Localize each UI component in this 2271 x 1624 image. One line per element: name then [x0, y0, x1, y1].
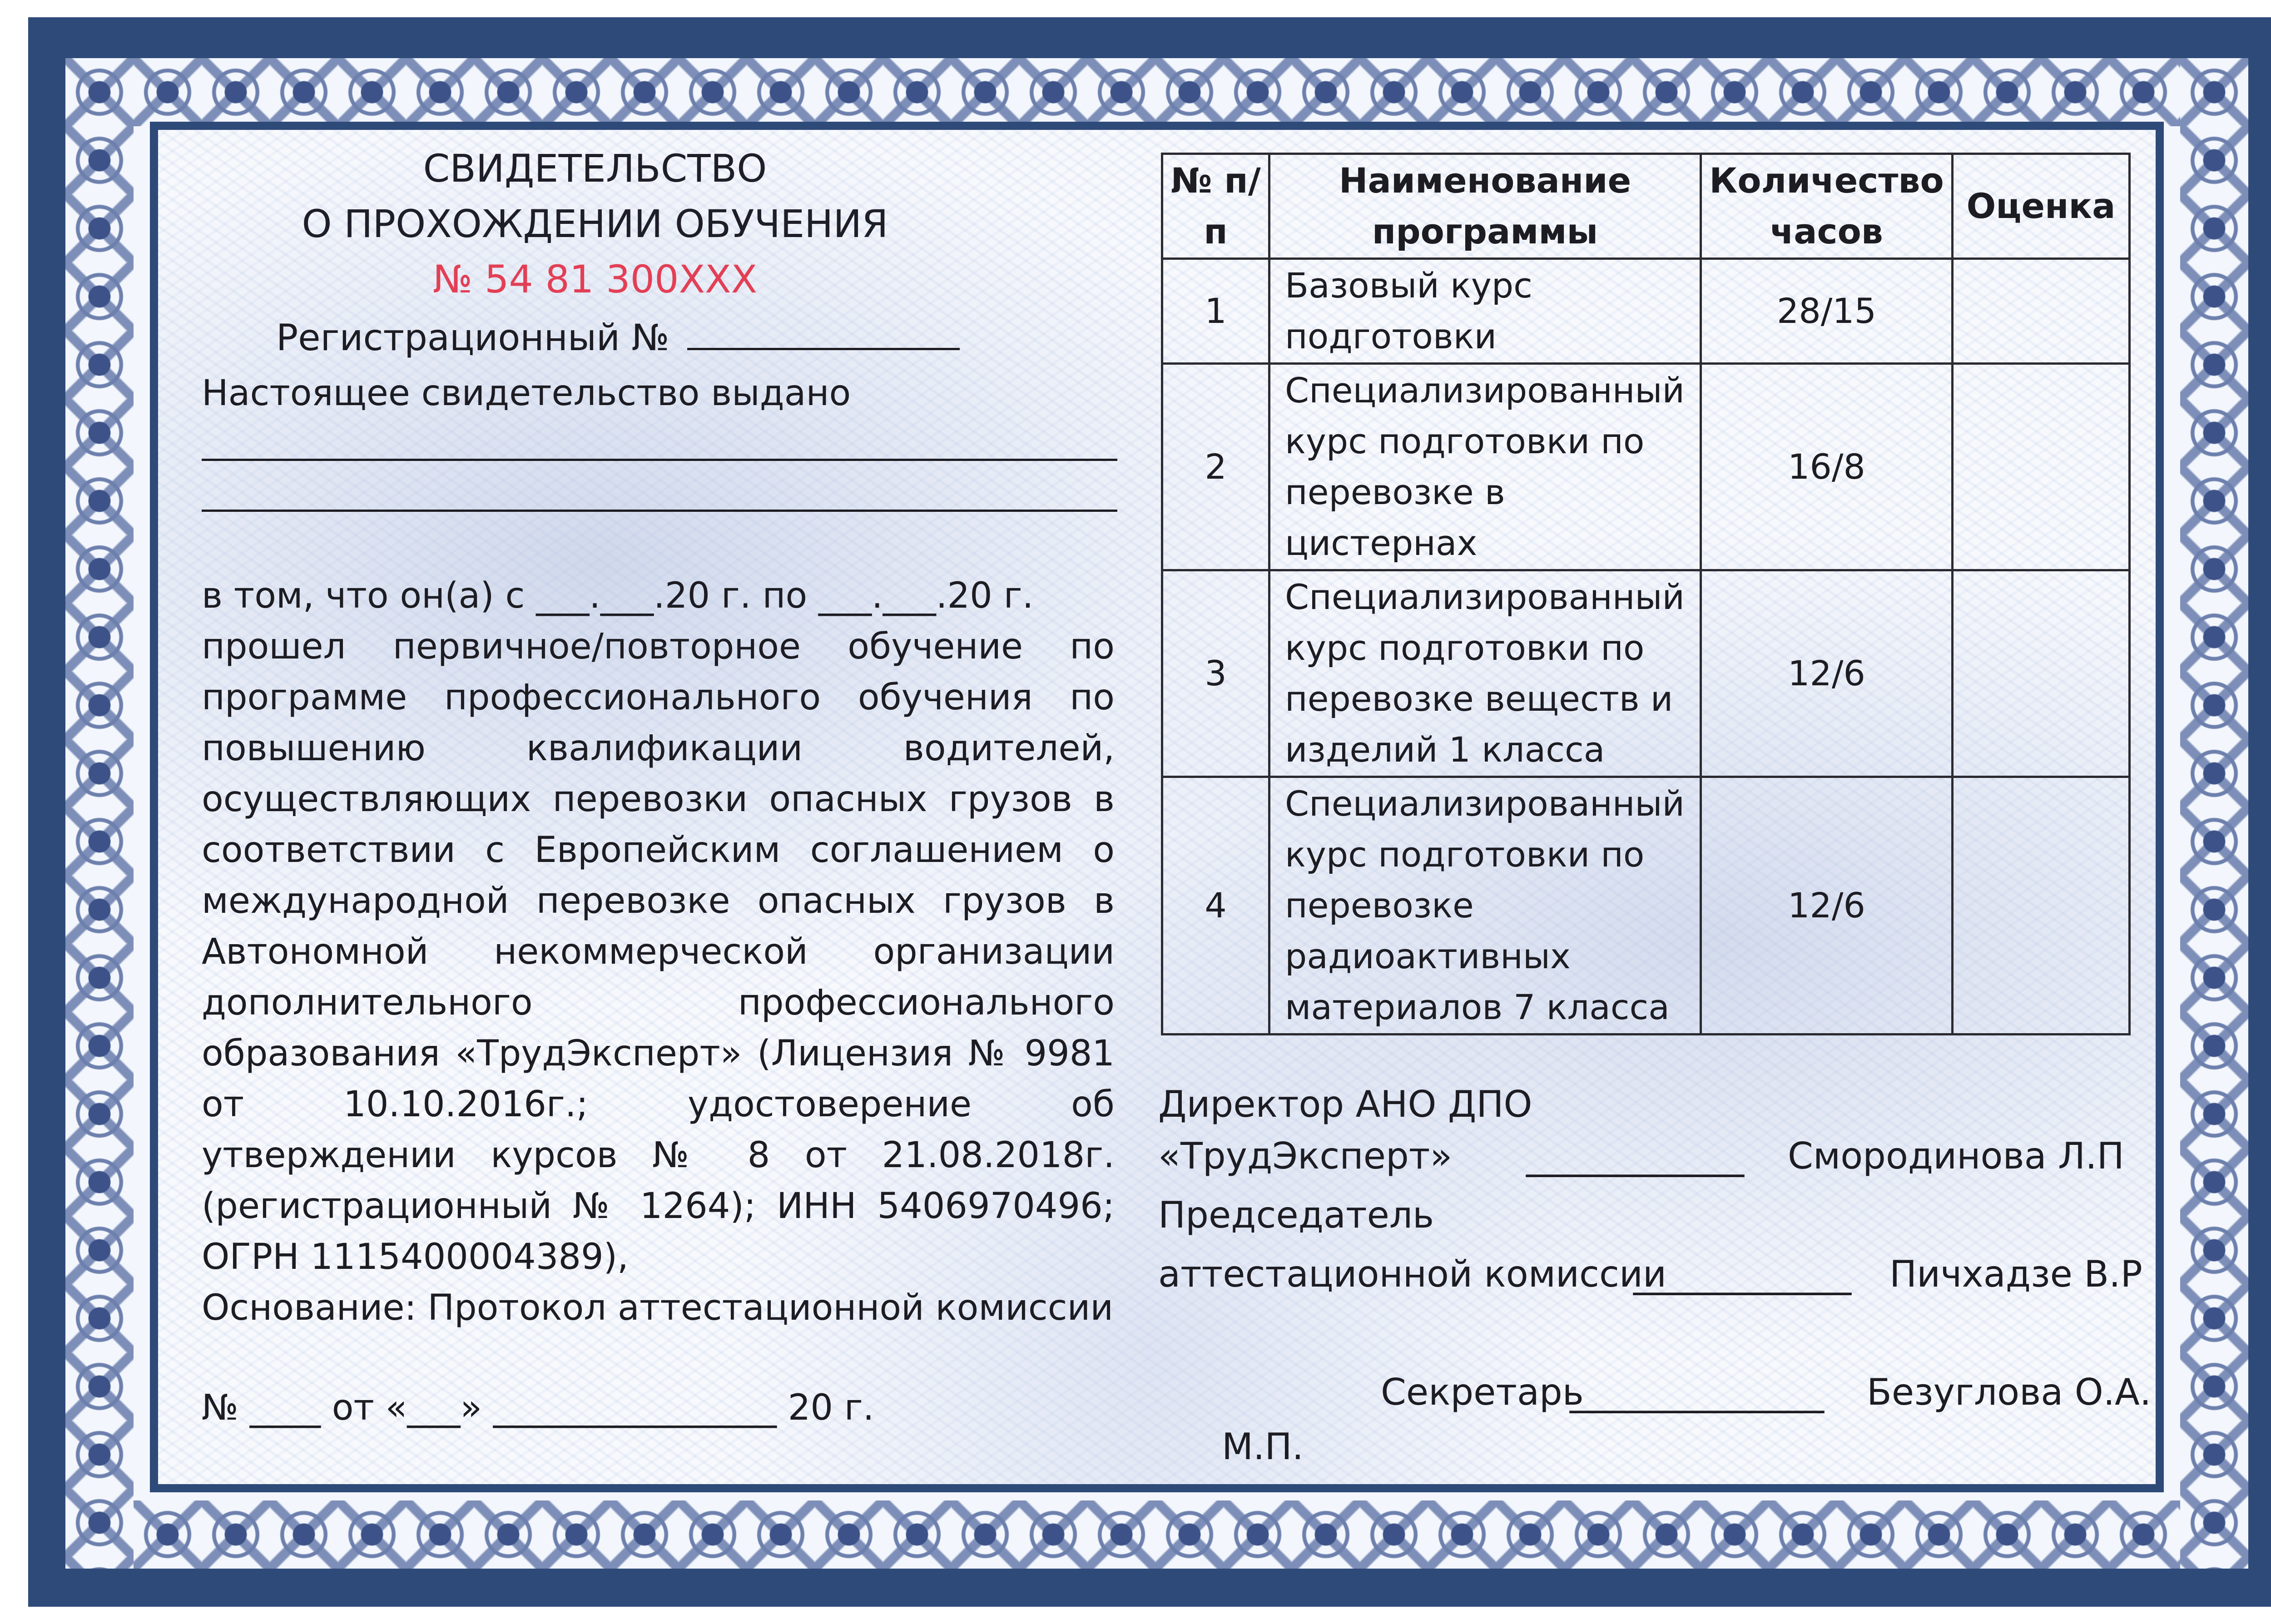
header-number: № п/п — [1162, 154, 1269, 259]
secretary-name: Безуглова О.А. — [1867, 1371, 2152, 1413]
recipient-name-line-2 — [202, 510, 1117, 512]
row-hours: 28/15 — [1701, 259, 1953, 364]
header-hours: Количество часов — [1701, 154, 1953, 259]
ornament-border-top — [65, 58, 2248, 126]
recipient-name-line-1 — [202, 459, 1117, 461]
row-program-name: Специализированный курс подготовки по перевозке в цистернах — [1269, 364, 1701, 570]
certificate-number: № 54 81 300ХХХ — [432, 257, 758, 302]
ornament-border-right — [2180, 58, 2248, 1569]
row-hours: 12/6 — [1701, 570, 1953, 777]
row-grade — [1953, 570, 2130, 777]
issued-label: Настоящее свидетельство выдано — [202, 373, 851, 414]
table-row — [1162, 364, 2130, 570]
row-hours: 12/6 — [1701, 777, 1953, 1035]
table-row — [1162, 777, 2130, 1035]
chair-title-line2: аттестационной комиссии — [1158, 1253, 1666, 1295]
director-name: Смородинова Л.П — [1788, 1135, 2124, 1177]
row-grade — [1953, 364, 2130, 570]
header-grade: Оценка — [1953, 154, 2130, 259]
protocol-line: № ____ от «___» ________________ 20 г. — [202, 1387, 874, 1428]
certificate-body-text: прошел первичное/повторное обучение по программе профессионального обучения по повышению квалификации водителей, осуществляющих перевозки опасных грузов в соответствии с Европейским соглашением о международной перевозке опасных грузов в Автономной некоммерческой организации дополнительного профессионального образования «ТрудЭксперт» (Лицензия № 9981 от 10.10.2016г.; удостоверение об утверждении курсов № 8 от 21.08.2018г. (регистрационный № 1264); ИНН 5406970496; ОГРН 1115400004389), — [202, 626, 1115, 1277]
row-program-name: Специализированный курс подготовки по перевозке веществ и изделий 1 класса — [1269, 570, 1701, 777]
certificate-title-line1: СВИДЕТЕЛЬСТВО — [423, 146, 767, 191]
table-row — [1162, 570, 2130, 777]
chair-name: Пичхадзе В.Р — [1889, 1253, 2142, 1295]
period-text: в том, что он(а) с ___.___.20 г. по ___.___.20 г. — [202, 575, 1034, 616]
program-table-header — [1162, 154, 2130, 259]
director-signature-line: ____________ — [1526, 1135, 1744, 1177]
chair-title-line1: Председатель — [1158, 1194, 1434, 1236]
row-hours: 16/8 — [1701, 364, 1953, 570]
certificate-title-line2: О ПРОХОЖДЕНИИ ОБУЧЕНИЯ — [302, 202, 888, 246]
registration-row — [276, 312, 960, 363]
row-program-name: Базовый курс подготовки — [1269, 259, 1701, 364]
row-number: 4 — [1162, 777, 1269, 1035]
table-row — [1162, 259, 2130, 364]
row-grade — [1953, 777, 2130, 1035]
stamp-place: М.П. — [1222, 1426, 1304, 1468]
secretary-title: Секретарь — [1381, 1371, 1584, 1413]
row-grade — [1953, 259, 2130, 364]
chair-signature-line: ____________ — [1633, 1253, 1851, 1295]
ornament-border-bottom — [65, 1500, 2248, 1569]
registration-number-field — [687, 320, 960, 350]
row-number: 3 — [1162, 570, 1269, 777]
secretary-signature-line: ______________ — [1570, 1371, 1824, 1413]
director-title-line1: Директор АНО ДПО — [1158, 1083, 1532, 1125]
row-program-name: Специализированный курс подготовки по перевозке радиоактивных материалов 7 класса — [1269, 777, 1701, 1035]
registration-label: Регистрационный № — [276, 317, 669, 359]
row-number: 1 — [1162, 259, 1269, 364]
header-program-name: Наименование программы — [1269, 154, 1701, 259]
row-number: 2 — [1162, 364, 1269, 570]
basis-text: Основание: Протокол аттестационной комиссии — [202, 1287, 1114, 1328]
director-title-line2: «ТрудЭксперт» — [1158, 1135, 1453, 1177]
program-table — [1161, 153, 2131, 1035]
